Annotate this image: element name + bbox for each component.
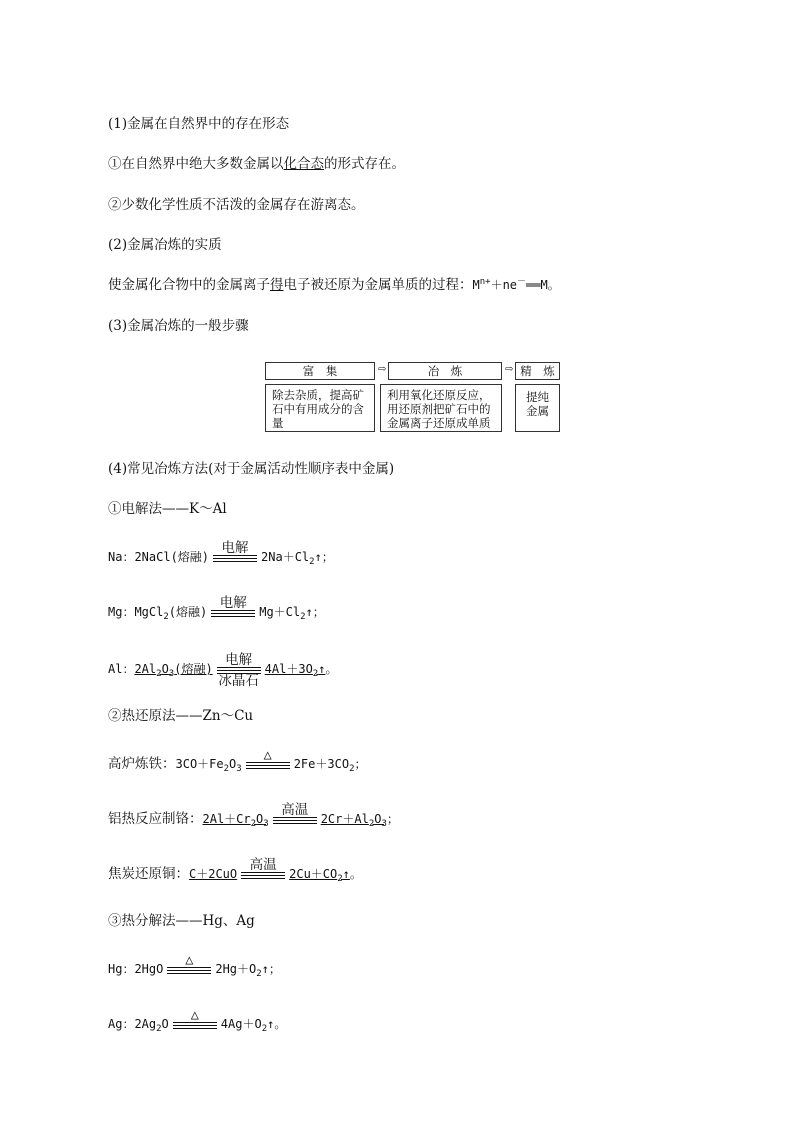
condition-symbol: △ (167, 963, 211, 977)
method-electrolysis: ①电解法——K～Al (108, 501, 227, 517)
step1-body: 除去杂质，提高矿石中有用成分的含量 (265, 384, 375, 432)
condition-symbol: 电解 (211, 606, 255, 620)
text: ①在自然界中绝大多数金属以 (108, 156, 284, 172)
step3-body: 提纯金属 (515, 384, 560, 432)
underlined-term: 得 (270, 277, 284, 293)
condition-symbol: 电解 冰晶石 (218, 651, 259, 689)
equation-mg: Mg：MgCl$_2$(熔融) 电解 $Mg+Cl_2↑$； (108, 594, 325, 622)
condition-symbol: 高温 (241, 868, 285, 882)
paragraph-3 (108, 276, 560, 294)
arrow-icon: ⇨ (378, 364, 387, 375)
step1-title: 富 集 (265, 362, 375, 380)
paragraph-1 (108, 155, 405, 173)
equation-cr: 铝热反应制铬：$2Al+Cr_2O_3$ 高温 $2Cr+Al_2O_3$； (108, 801, 399, 829)
text: 的形式存在。 (324, 156, 405, 172)
step2-title: 冶 炼 (388, 362, 502, 380)
arrow-icon: ⇨ (505, 364, 514, 375)
condition-symbol: 电解 (213, 551, 257, 565)
section-heading-1: (1)金属在自然界中的存在形态 (108, 116, 290, 132)
condition-symbol: 高温 (273, 813, 317, 827)
condition-symbol: △ (246, 758, 290, 772)
equation-cu: 焦炭还原铜：C＋2CuO 高温 $2Cu+CO_2↑$。 (108, 856, 362, 884)
text: 电子被还原为金属单质的过程： (283, 277, 473, 293)
equation-fe: 高炉炼铁：$3CO+Fe_2O_3$ △ $2Fe+3CO_2$； (108, 746, 367, 774)
condition-symbol: △ (173, 1018, 217, 1032)
text: 使金属化合物中的金属离子 (108, 277, 270, 293)
equation-na: Na：2NaCl(熔融) 电解 $2Na+Cl_2↑$； (108, 539, 334, 567)
section-heading-4: (4)常见冶炼方法(对于金属活动性顺序表中金属) (108, 461, 395, 477)
method-thermal-decomposition: ③热分解法——Hg、Ag (108, 913, 255, 929)
step3-title: 精 炼 (515, 362, 560, 380)
equation-ag: Ag：$2Ag_2O$ △ $4Ag+O_2↑$。 (108, 1006, 287, 1034)
equation-hg: Hg：2HgO △ $2Hg+O_2↑$； (108, 951, 281, 979)
step2-body: 利用氧化还原反应，用还原剂把矿石中的金属离子还原成单质 (380, 384, 502, 432)
paragraph-2: ②少数化学性质不活泼的金属存在游离态。 (108, 197, 365, 213)
method-thermal-reduction: ②热还原法——Zn～Cu (108, 708, 254, 724)
section-heading-3: (3)金属冶炼的一般步骤 (108, 318, 249, 334)
equation-al: Al：$2Al_2O_3$(熔融) 电解 冰晶石 $4Al+3O_2↑$。 (108, 651, 338, 689)
section-heading-2: (2)金属冶炼的实质 (108, 237, 222, 253)
equation: $M^{n+}+ne^-══M$。 (472, 277, 560, 292)
underlined-term: 化合态 (283, 156, 324, 172)
